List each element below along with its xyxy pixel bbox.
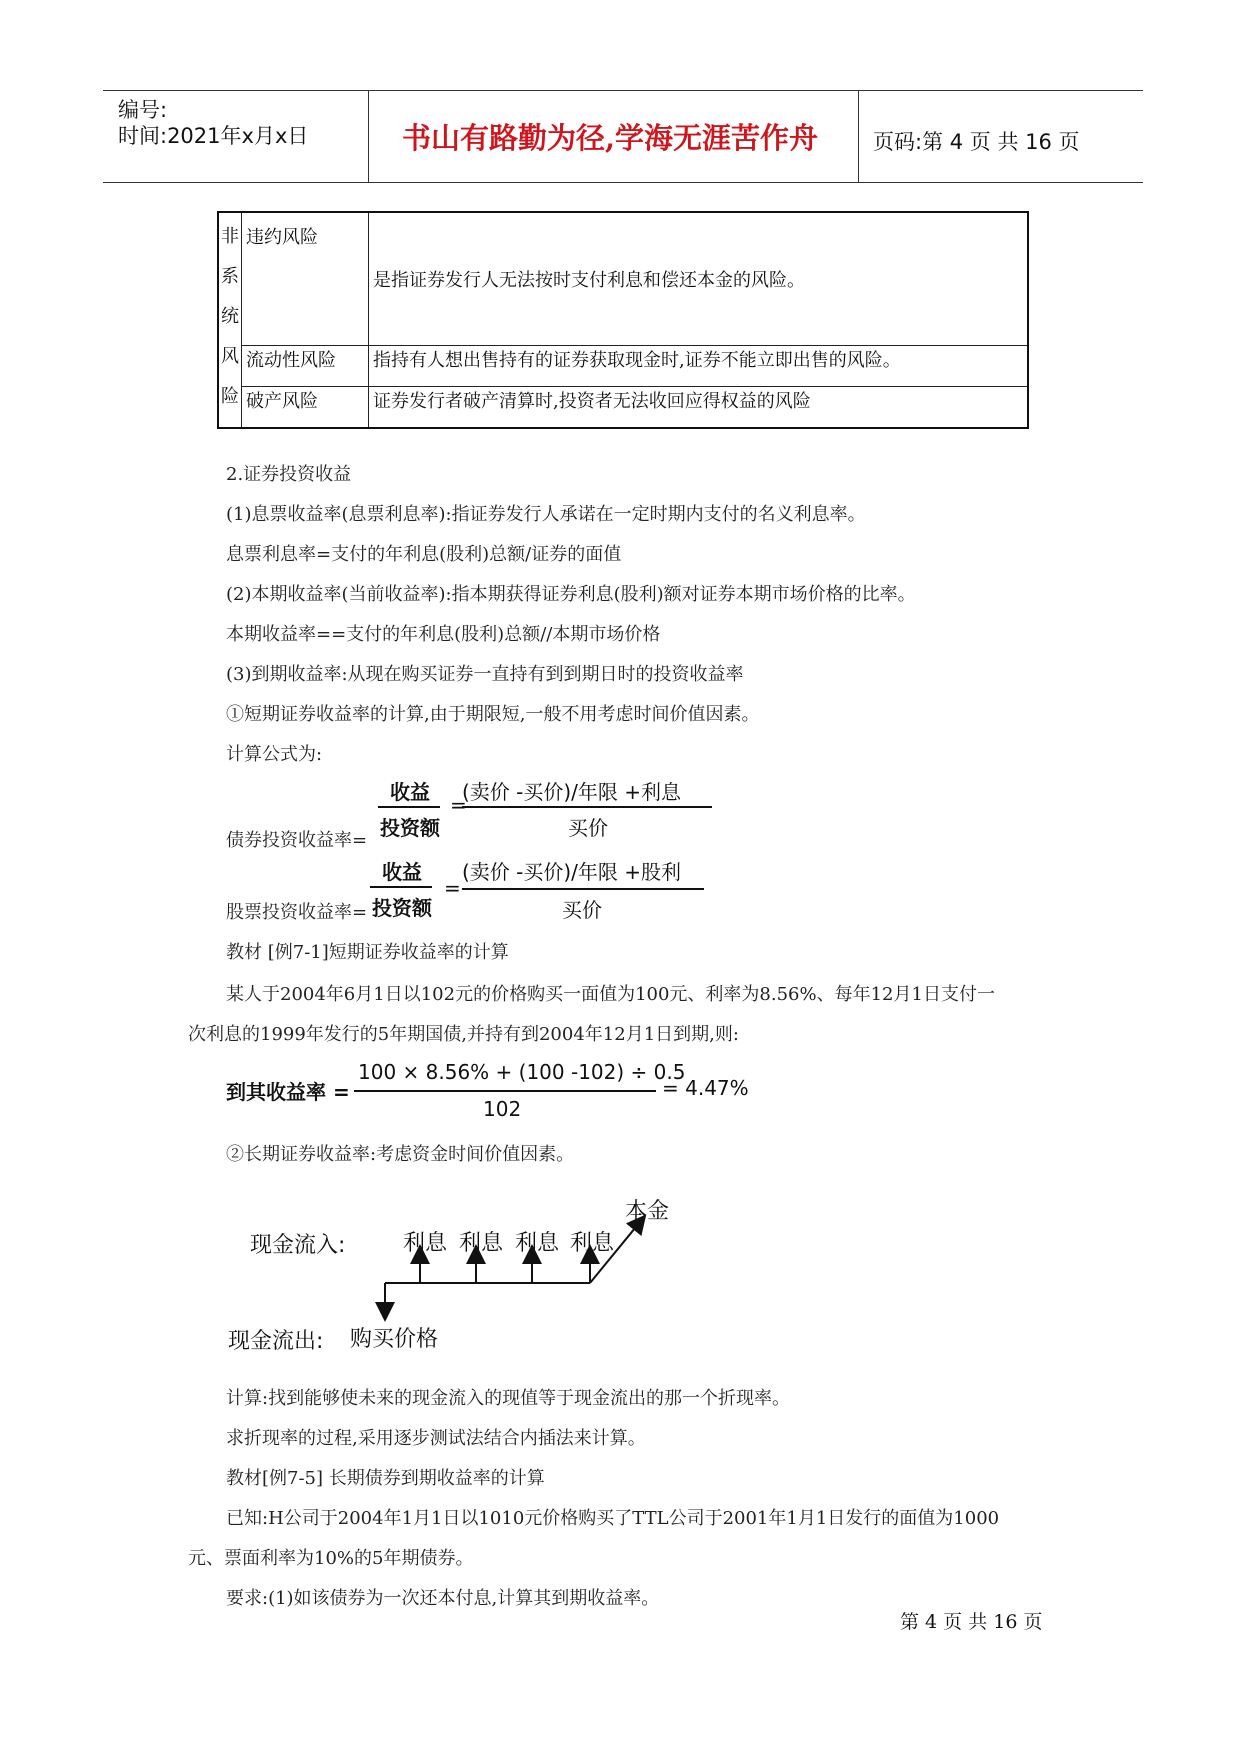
purchase-price-label: 购买价格 [350,1327,439,1352]
category-char: 险 [221,386,239,407]
risk-desc-cell: 是指证券发行人无法按时支付利息和偿还本金的风险。 [369,212,1029,346]
paragraph-line: 息票利息率=支付的年利息(股利)总额/证券的面值 [226,544,622,565]
paragraph-line: 已知:H公司于2004年1月1日以1010元价格购买了TTL公司于2001年1月1日发行的面值为1000 [226,1508,1000,1529]
cash-outflow-label: 现金流出: [228,1329,324,1354]
ytm-formula-denominator: 102 [483,1097,522,1121]
ytm-formula-result: = 4.47% [662,1076,749,1100]
page-indicator: 页码:第 4 页 共 16 页 [873,130,1080,154]
paragraph-line: 计算:找到能够使未来的现金流入的现值等于现金流出的那一个折现率。 [226,1388,791,1409]
risk-name-cell: 流动性风险 [242,346,369,387]
bond-formula-denominator: 投资额 [380,816,440,840]
bond-formula-equals: = [450,793,467,817]
doc-time-label: 时间:2021年x月x日 [118,124,309,148]
category-char: 风 [221,346,239,367]
ytm-formula-label: 到其收益率 = [226,1080,350,1104]
paragraph-line: 计算公式为: [226,744,323,765]
bond-formula-numerator-2: (卖价 -买价)/年限 +利息 [462,780,682,804]
paragraph-line: ②长期证券收益率:考虑资金时间价值因素。 [226,1144,575,1165]
stock-yield-label: 股票投资收益率= [226,902,368,923]
risk-name-cell: 违约风险 [242,212,369,346]
interest-label: 利息 [515,1231,560,1256]
paragraph-line: 元、票面利率为10%的5年期债券。 [188,1548,474,1569]
risk-desc-cell: 证券发行者破产清算时,投资者无法收回应得权益的风险 [369,387,1029,429]
category-char: 系 [221,266,239,287]
interest-label: 利息 [403,1231,448,1256]
stock-formula-equals: = [444,876,461,900]
bond-formula-numerator: 收益 [390,780,430,804]
category-char: 非 [221,226,239,247]
paragraph-line: 教材[例7-5] 长期债券到期收益率的计算 [226,1468,545,1489]
paragraph-line: 次利息的1999年发行的5年期国债,并持有到2004年12月1日到期,则: [188,1024,739,1045]
paragraph-line: (2)本期收益率(当前收益率):指本期获得证券利息(股利)额对证券本期市场价格的比率。 [226,584,916,605]
bond-yield-label: 债券投资收益率= [226,830,368,851]
stock-formula-denominator: 投资额 [372,896,432,920]
interest-label: 利息 [570,1231,615,1256]
interest-label: 利息 [459,1231,504,1256]
header-motto: 书山有路勤为径,学海无涯苦作舟 [401,121,819,155]
risk-name-cell: 破产风险 [242,387,369,429]
doc-number-label: 编号: [118,98,168,122]
footer-page-number: 第 4 页 共 16 页 [900,1611,1043,1633]
paragraph-line: 教材 [例7-1]短期证券收益率的计算 [226,942,509,963]
stock-formula-numerator: 收益 [382,860,422,884]
cash-inflow-label: 现金流入: [250,1233,346,1258]
paragraph-line: (1)息票收益率(息票利息率):指证券发行人承诺在一定时期内支付的名义利息率。 [226,504,866,525]
risk-desc-cell: 指持有人想出售持有的证券获取现金时,证券不能立即出售的风险。 [369,346,1029,387]
bond-formula-denominator-2: 买价 [568,816,608,840]
ytm-formula-numerator: 100 × 8.56% + (100 -102) ÷ 0.5 [358,1060,686,1084]
category-char: 统 [221,306,239,327]
section-heading: 2.证券投资收益 [226,464,352,485]
paragraph-line: 要求:(1)如该债券为一次还本付息,计算其到期收益率。 [226,1588,660,1609]
paragraph-line: ①短期证券收益率的计算,由于期限短,一般不用考虑时间价值因素。 [226,704,760,725]
principal-label: 本金 [625,1199,670,1224]
paragraph-line: (3)到期收益率:从现在购买证券一直持有到到期日时的投资收益率 [226,664,744,685]
paragraph-line: 本期收益率==支付的年利息(股利)总额//本期市场价格 [226,624,661,645]
paragraph-line: 某人于2004年6月1日以102元的价格购买一面值为100元、利率为8.56%、每年12月1日支付一 [226,984,995,1005]
paragraph-line: 求折现率的过程,采用逐步测试法结合内插法来计算。 [226,1428,646,1449]
stock-formula-denominator-2: 买价 [562,898,602,922]
stock-formula-numerator-2: (卖价 -买价)/年限 +股利 [462,860,682,884]
